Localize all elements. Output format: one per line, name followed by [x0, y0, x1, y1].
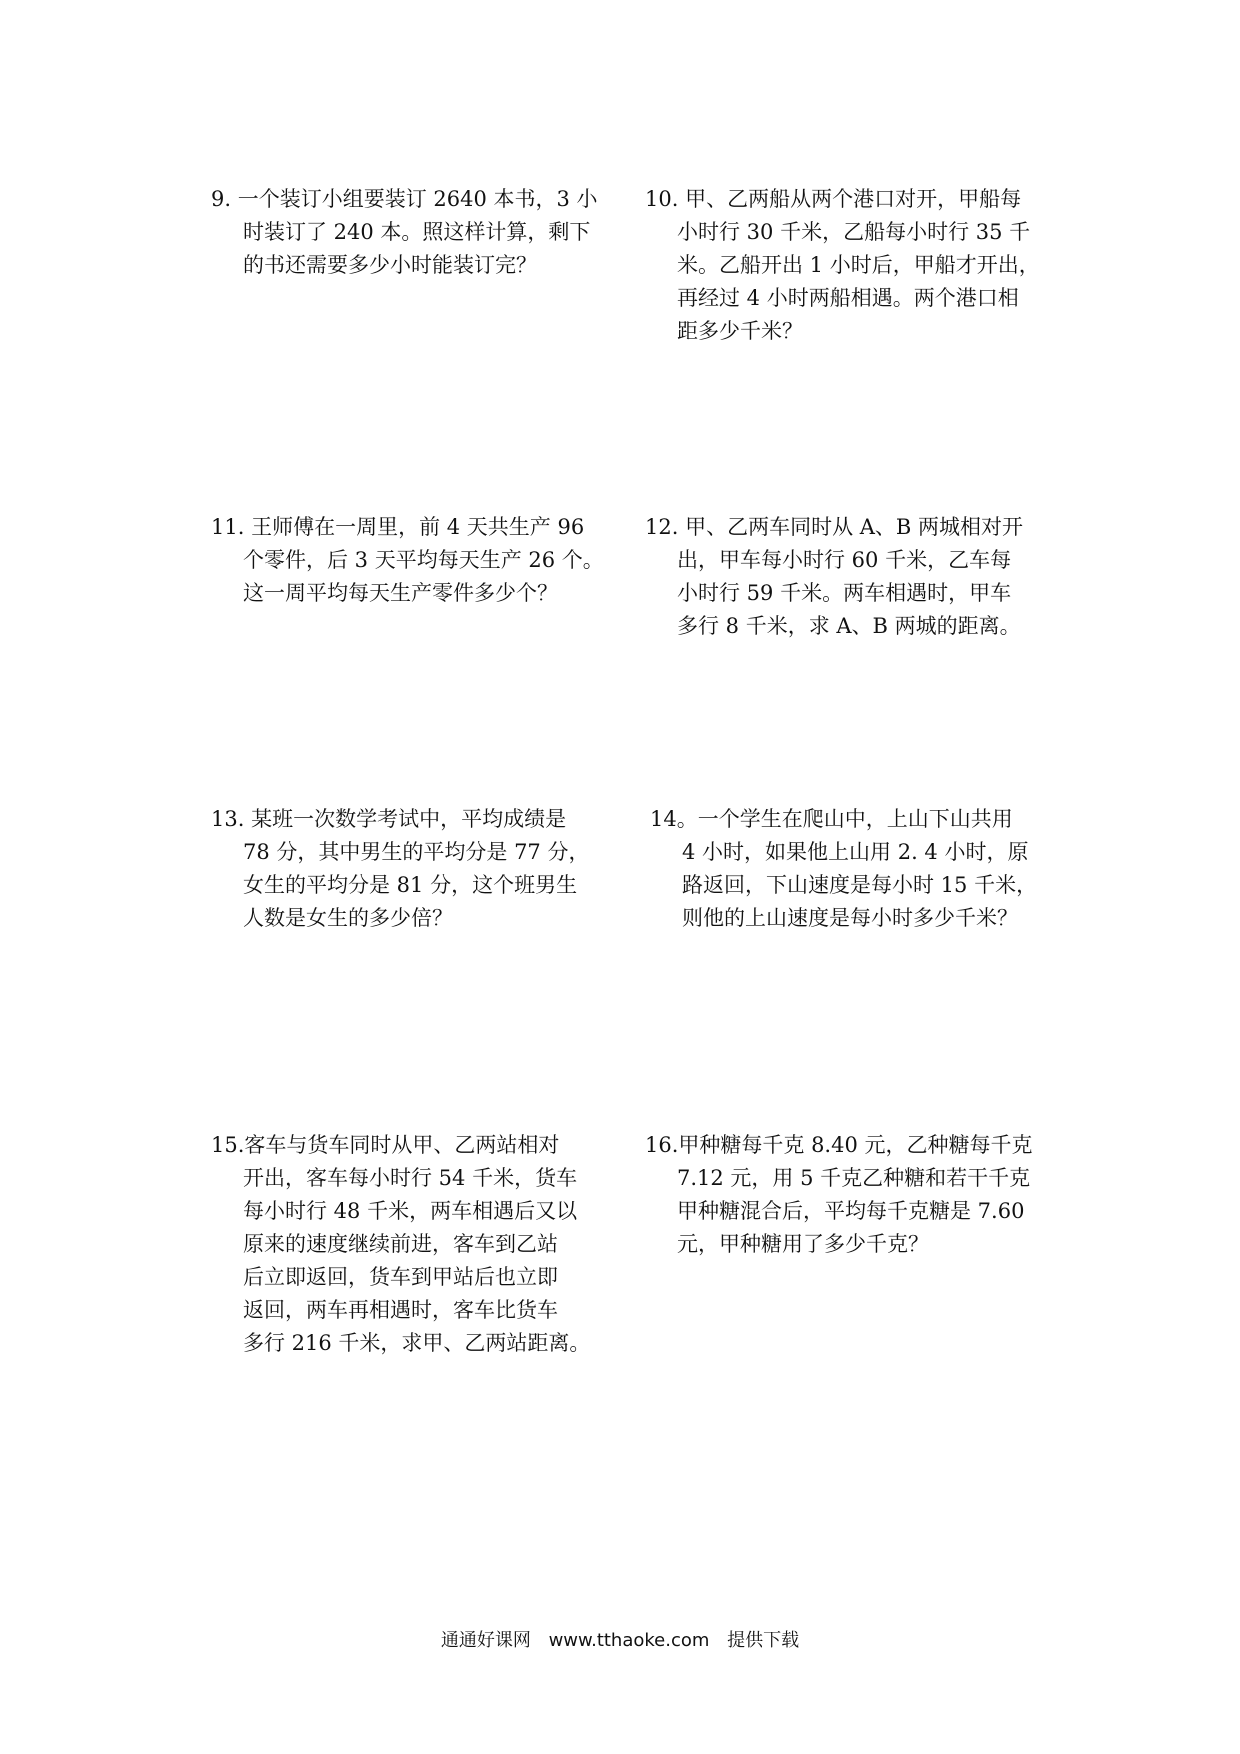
problem-12	[645, 511, 1045, 643]
problem-16	[645, 1129, 1045, 1261]
problem-line: 元，甲种糖用了多少千克？	[677, 1232, 929, 1256]
problem-line: 开出，客车每小时行 54 千米，货车	[243, 1166, 578, 1190]
problem-line: 多行 8 千米，求 A、B 两城的距离。	[677, 614, 1021, 638]
problem-line: 这一周平均每天生产零件多少个？	[243, 581, 558, 605]
problem-line: 11. 王师傅在一周里，前 4 天共生产 96	[211, 515, 585, 539]
problem-line: 路返回，下山速度是每小时 15 千米，	[682, 873, 1038, 897]
problem-line: 返回，两车再相遇时，客车比货车	[243, 1298, 558, 1322]
problem-line: 多行 216 千米，求甲、乙两站距离。	[243, 1331, 591, 1355]
problem-line: 13. 某班一次数学考试中，平均成绩是	[211, 807, 567, 831]
problem-line: 则他的上山速度是每小时多少千米？	[682, 906, 1018, 930]
problem-line: 的书还需要多少小时能装订完？	[243, 253, 537, 277]
problem-10	[645, 183, 1045, 348]
problem-line: 小时行 59 千米。两车相遇时，甲车	[677, 581, 1012, 605]
footer-site-name: 通通好课网	[440, 1630, 531, 1651]
problem-line: 4 小时，如果他上山用 2. 4 小时，原	[682, 840, 1029, 864]
problem-line: 原来的速度继续前进，客车到乙站	[243, 1232, 558, 1256]
problem-13	[211, 803, 611, 935]
problem-line: 15.客车与货车同时从甲、乙两站相对	[211, 1133, 560, 1157]
problem-line: 12. 甲、乙两车同时从 A、B 两城相对开	[645, 515, 1024, 539]
problem-line: 每小时行 48 千米，两车相遇后又以	[243, 1199, 578, 1223]
footer-note: 提供下载	[727, 1630, 800, 1651]
problem-line: 16.甲种糖每千克 8.40 元，乙种糖每千克	[645, 1133, 1033, 1157]
problem-line: 后立即返回，货车到甲站后也立即	[243, 1265, 558, 1289]
problem-line: 时装订了 240 本。照这样计算，剩下	[243, 220, 591, 244]
problem-line: 9. 一个装订小组要装订 2640 本书，3 小	[211, 187, 598, 211]
problem-11	[211, 511, 611, 610]
problem-line: 小时行 30 千米，乙船每小时行 35 千	[677, 220, 1031, 244]
problem-9	[211, 183, 611, 282]
problem-line: 78 分，其中男生的平均分是 77 分，	[243, 840, 590, 864]
problem-line: 距多少千米？	[677, 319, 803, 343]
problem-line: 10. 甲、乙两船从两个港口对开，甲船每	[645, 187, 1022, 211]
problem-line: 7.12 元，用 5 千克乙种糖和若干千克	[677, 1166, 1031, 1190]
page-footer	[0, 1626, 1240, 1652]
problem-14	[650, 803, 1050, 935]
problem-15	[211, 1129, 611, 1360]
problem-line: 女生的平均分是 81 分，这个班男生	[243, 873, 578, 897]
problem-line: 出，甲车每小时行 60 千米，乙车每	[677, 548, 1012, 572]
footer-url: www.tthaoke.com	[548, 1630, 710, 1651]
problem-line: 个零件，后 3 天平均每天生产 26 个。	[243, 548, 604, 572]
problem-line: 人数是女生的多少倍？	[243, 906, 453, 930]
problem-line: 再经过 4 小时两船相遇。两个港口相	[677, 286, 1019, 310]
problem-line: 米。乙船开出 1 小时后，甲船才开出，	[677, 253, 1040, 277]
problem-line: 14。一个学生在爬山中，上山下山共用	[650, 807, 1013, 831]
problem-line: 甲种糖混合后，平均每千克糖是 7.60	[677, 1199, 1025, 1223]
